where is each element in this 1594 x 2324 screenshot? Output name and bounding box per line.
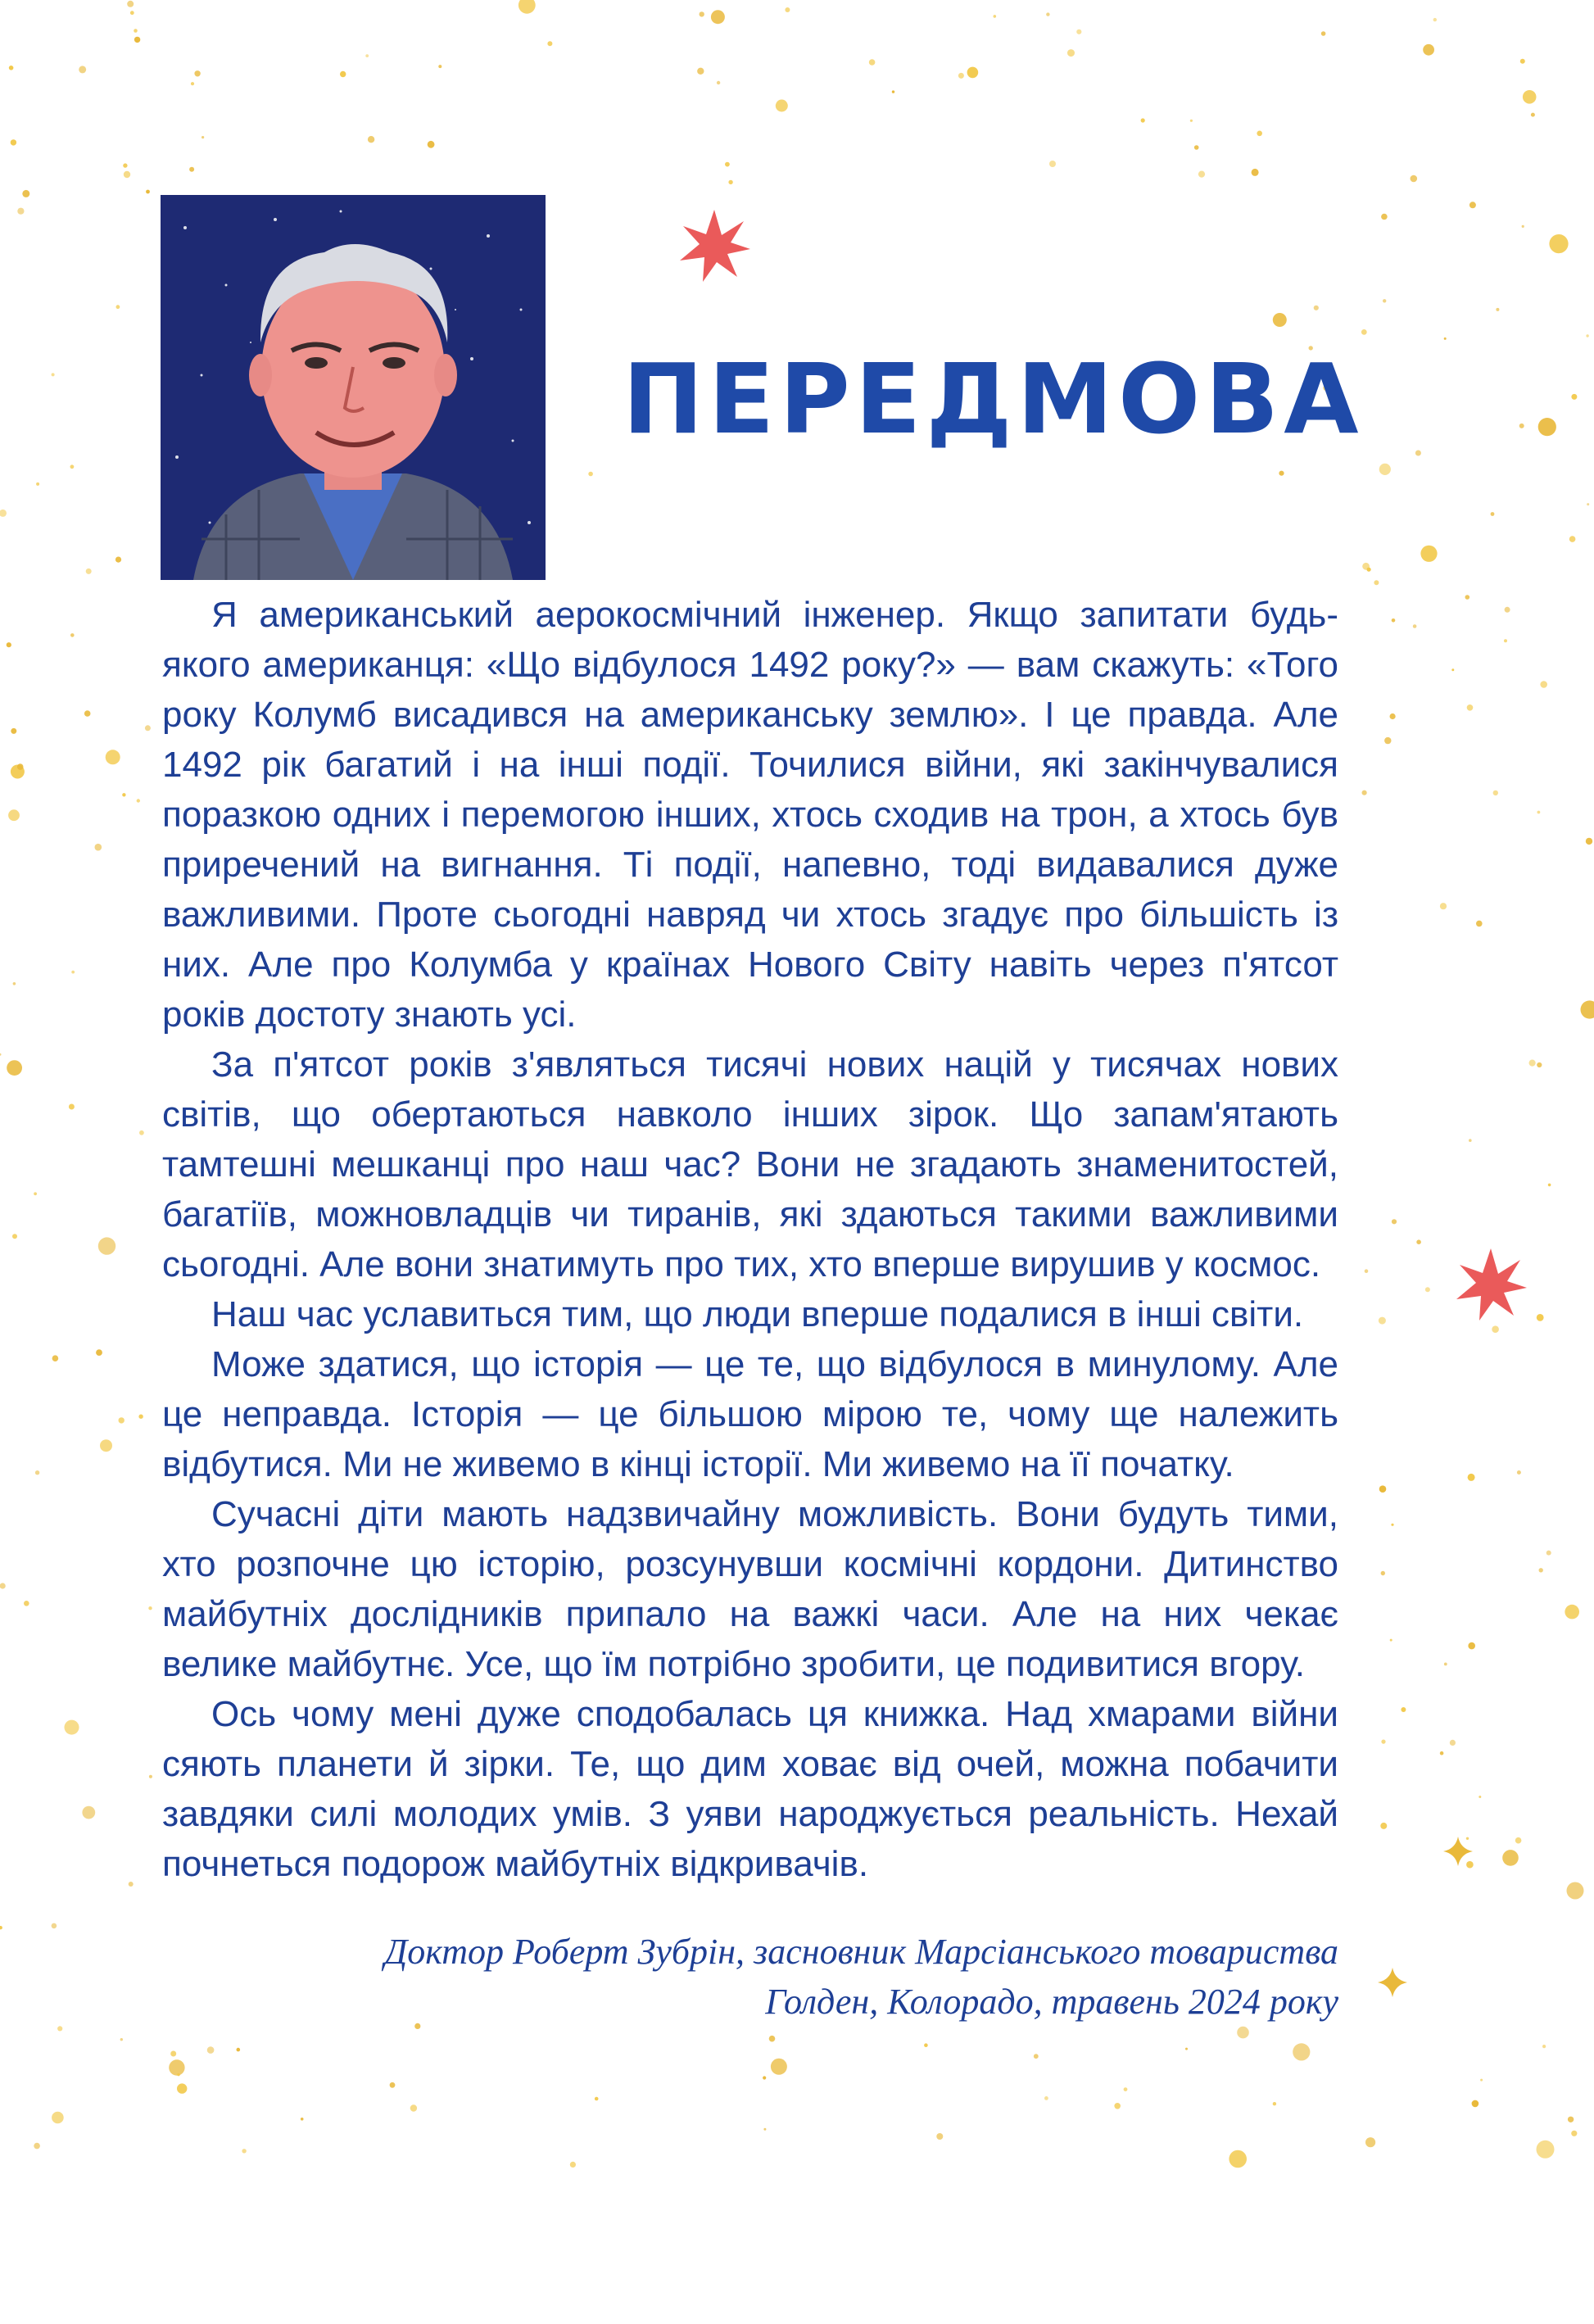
gold-sparkle-dot [994,15,997,18]
gold-sparkle-dot [301,2118,304,2121]
gold-sparkle-dot [7,642,11,647]
gold-sparkle-dot [519,0,536,14]
gold-sparkle-dot [763,2128,766,2131]
gold-sparkle-dot [1293,2043,1310,2060]
gold-sparkle-dot [1468,1474,1475,1481]
gold-sparkle-dot [1425,1287,1430,1292]
gold-sparkle-dot [1451,668,1454,671]
gold-sparkle-dot [1539,1568,1543,1572]
gold-sparkle-dot [1586,838,1592,845]
gold-sparkle-dot [146,190,150,194]
gold-sparkle-dot [70,633,75,637]
gold-sparkle-dot [116,305,120,309]
gold-sparkle-dot [0,1926,2,1929]
gold-sparkle-dot [9,66,14,70]
gold-sparkle-dot [52,2112,64,2124]
gold-sparkle-dot [1537,1062,1542,1067]
gold-sparkle-dot [1515,1837,1522,1844]
gold-sparkle-dot [1567,1882,1584,1900]
gold-sparkle-dot [1440,903,1447,909]
gold-sparkle-dot [1257,131,1262,137]
red-star-icon [680,210,750,282]
gold-sparkle-dot [177,2083,187,2093]
gold-sparkle-dot [1413,624,1417,628]
gold-sparkle-dot [57,2026,62,2031]
gold-sparkle-dot [1392,1219,1397,1224]
gold-sparkle-dot [1469,202,1476,208]
gold-sparkle-dot [1569,536,1576,542]
gold-sparkle-dot [34,1192,37,1195]
red-star-icon [1456,1248,1527,1321]
gold-sparkle-dot [1571,394,1577,400]
gold-sparkle-dot [134,37,140,43]
gold-sparkle-dot [1392,618,1396,623]
gold-sparkle-dot [1279,471,1284,476]
gold-sparkle-dot [1467,704,1474,711]
gold-sparkle-dot [595,2097,599,2101]
gold-sparkle-dot [711,10,725,24]
gold-sparkle-dot [1523,90,1537,104]
gold-sparkle-dot [1194,145,1199,150]
paragraph: Ось чому мені дуже сподобалась ця книжка. Над хмарами війни сяють планети й зірки. Те, що дим ховає від очей, можна побачити завдяки силі молодих умів. З уяви народжується реальність. Нехай почнеться подорож майбутніх відкривачів. [162,1694,1338,1884]
foreword-body [162,590,1338,1889]
signature-place-date: Голден, Колорадо, травень 2024 року [765,1982,1338,2022]
gold-sparkle-dot [1472,2100,1479,2108]
gold-sparkle-dot [52,1355,59,1361]
gold-sparkle-dot [11,728,16,734]
gold-sparkle-dot [98,1237,115,1254]
gold-sparkle-dot [120,2038,123,2041]
gold-sparkle-dot [428,141,435,148]
gold-sparkle-dot [129,1882,134,1887]
gold-sparkle-dot [1505,607,1510,613]
gold-sparkle-dot [967,67,979,79]
gold-sparkle-dot [1466,1837,1469,1840]
gold-sparkle-dot [100,1439,112,1452]
gold-sparkle-dot [7,1060,22,1076]
gold-sparkle-dot [12,1234,17,1239]
gold-sparkle-dot [1491,512,1495,516]
gold-sparkle-dot [1517,1470,1521,1475]
gold-sparkle-dot [771,2059,787,2075]
gold-sparkle-dot [1519,424,1524,428]
gold-sparkle-dot [189,167,194,172]
gold-sparkle-dot [1374,580,1379,585]
gold-sparkle-dot [1479,1796,1481,1798]
gold-sparkle-dot [1565,1605,1579,1620]
gold-sparkle-dot [924,2043,928,2047]
gold-sparkle-dot [237,2048,241,2052]
gold-sparkle-dot [0,1053,2,1056]
gold-sparkle-dot [242,2149,246,2153]
gold-sparkle-dot [1367,568,1371,572]
gold-sparkle-dot [1321,31,1326,36]
gold-sparkle-dot [1546,1551,1551,1556]
gold-sparkle-dot [1034,2054,1039,2059]
gold-sparkle-dot [1198,171,1205,178]
gold-sparkle-dot [134,29,138,33]
gold-sparkle-dot [130,11,134,15]
gold-sparkle-dot [1401,1707,1406,1712]
gold-sparkle-dot [869,59,876,66]
gold-sparkle-dot [1362,791,1367,795]
gold-sparkle-dot [170,2051,176,2057]
paragraph: За п'ятсот років з'являться тисячі нових націй у тисячах нових світів, що обертаються навколо інших зірок. Що запам'ятають тамтешні мешканці про наш час? Вони не згадають знаменитостей, багатіїв, можновладців чи тиранів, які здаються такими важливими сьогодні. Але вони знатимуть про тих, хто вперше вирушив у космос. [162,1044,1338,1284]
gold-sparkle-dot [1444,1663,1447,1666]
gold-sparkle-dot [717,81,720,84]
gold-sparkle-dot [1411,175,1418,183]
paragraph: Наш час уславиться тим, що люди вперше подалися в інші світи. [211,1294,1304,1334]
gold-sparkle-dot [1365,1269,1369,1273]
gold-sparkle-dot [368,136,374,143]
author-portrait [161,195,546,580]
gold-sparkle-dot [1444,338,1447,340]
gold-sparkle-dot [588,472,593,477]
gold-sparkle-dot [207,2046,215,2054]
gold-sparkle-dot [1229,2150,1247,2168]
gold-sparkle-dot [1273,313,1287,327]
gold-sparkle-dot [1571,2131,1577,2136]
gold-sparkle-dot [52,1923,57,1929]
gold-sparkle-dot [34,2143,40,2150]
gold-sparkle-dot [17,208,24,215]
gold-sparkle-dot [1520,59,1525,64]
gold-sparkle-dot [52,373,55,376]
gold-sparkle-dot [169,2059,184,2075]
gold-sparkle-dot [547,41,552,46]
gold-sparkle-dot [119,1417,125,1423]
gold-sparkle-dot [36,482,39,486]
gold-sparkle-dot [65,1720,79,1735]
gold-sparkle-dot [1537,2141,1555,2159]
gold-sparkle-dot [84,710,91,717]
gold-sparkle-dot [1365,2137,1375,2147]
gold-sparkle-dot [1476,921,1483,927]
gold-sparkle-dot [1522,225,1524,228]
gold-sparkle-dot [892,90,894,93]
gold-sparkle-dot [1273,2102,1276,2105]
gold-sparkle-dot [570,2162,576,2168]
gold-sparkle-dot [1492,1325,1499,1333]
gold-sparkle-dot [1529,1060,1536,1067]
gold-sparkle-dot [123,163,127,167]
gold-sparkle-dot [1538,418,1556,436]
gold-sparkle-dot [390,2082,396,2088]
gold-sparkle-dot [177,2073,179,2076]
gold-sparkle-dot [13,982,16,985]
gold-sparkle-dot [700,11,704,16]
gold-sparkle-dot [1423,44,1434,56]
gold-sparkle-dot [1379,1317,1386,1325]
gold-sparkle-dot [365,54,369,57]
gold-sparkle-icon [1378,1968,1407,1997]
page-title: ПЕРЕДМОВА [623,342,1364,455]
gold-sparkle-dot [340,71,346,77]
gold-sparkle-dot [1383,299,1386,302]
gold-sparkle-dot [70,464,75,469]
gold-sparkle-dot [1381,214,1388,220]
gold-sparkle-dot [1379,464,1391,475]
gold-sparkle-dot [96,1349,102,1356]
gold-sparkle-dot [1465,595,1470,600]
gold-sparkle-dot [1252,169,1259,176]
gold-sparkle-dot [1390,1639,1392,1642]
gold-sparkle-dot [17,763,24,770]
gold-sparkle-dot [1542,2045,1546,2048]
gold-sparkle-dot [127,1,134,7]
paragraph: Сучасні діти мають надзвичайну можливість. Вони будуть тими, хто розпочне цю історію, розсунувши космічні кордони. Дитинство майбутніх дослідників припало на важкі часи. Але на них чекає велике майбутнє. Усе, що їм потрібно зробити, це подивитися вгору. [162,1494,1338,1684]
gold-sparkle-dot [1468,1642,1475,1650]
gold-sparkle-dot [191,82,194,85]
signature-author: Доктор Роберт Зубрін, засновник Марсіанського товариства [384,1932,1338,1972]
gold-sparkle-dot [1361,329,1367,335]
gold-sparkle-dot [1502,1850,1519,1866]
gold-sparkle-dot [22,190,29,197]
gold-sparkle-dot [1067,49,1075,57]
gold-sparkle-dot [1504,639,1507,642]
gold-sparkle-dot [1420,546,1437,562]
gold-sparkle-dot [1537,1314,1544,1321]
gold-sparkle-dot [1540,681,1547,688]
gold-sparkle-dot [1141,118,1145,122]
gold-sparkle-dot [410,2104,417,2111]
gold-sparkle-dot [1391,1524,1393,1526]
gold-sparkle-dot [1587,503,1589,505]
gold-sparkle-dot [8,809,20,821]
gold-sparkle-dot [1586,334,1588,337]
gold-sparkle-dot [1549,234,1568,253]
gold-sparkle-dot [1390,714,1396,719]
gold-sparkle-dot [149,1775,152,1778]
gold-sparkle-dot [69,1104,75,1110]
gold-sparkle-dot [1237,2027,1249,2039]
gold-sparkle-dot [1548,1184,1551,1187]
gold-sparkle-dot [936,2133,943,2140]
gold-sparkle-dot [1466,1861,1474,1869]
gold-sparkle-dot [139,1130,144,1135]
gold-sparkle-dot [776,100,788,112]
gold-sparkle-dot [1496,308,1499,311]
gold-sparkle-dot [0,510,7,517]
gold-sparkle-dot [1493,791,1498,795]
gold-sparkle-dot [1114,2103,1121,2109]
gold-sparkle-dot [145,725,151,731]
gold-sparkle-dot [769,2036,776,2042]
gold-sparkle-dot [95,844,102,851]
gold-sparkle-dot [1380,1823,1387,1829]
gold-sparkle-dot [1381,1571,1385,1575]
gold-sparkle-dot [1384,737,1391,744]
gold-sparkle-dot [725,162,730,167]
gold-sparkle-dot [82,1806,95,1819]
gold-sparkle-dot [122,793,125,796]
gold-sparkle-dot [1480,2079,1483,2082]
gold-sparkle-dot [1416,1239,1421,1244]
gold-sparkle-dot [728,180,732,184]
gold-sparkle-dot [1537,811,1541,814]
gold-sparkle-dot [1381,1740,1385,1744]
gold-sparkle-dot [1314,306,1319,310]
gold-sparkle-dot [148,1606,152,1610]
gold-sparkle-dot [697,68,704,75]
gold-sparkle-dot [86,569,92,574]
gold-sparkle-dot [763,2076,766,2079]
gold-sparkle-dot [0,1583,6,1588]
gold-sparkle-dot [1469,1139,1472,1142]
gold-sparkle-dot [79,66,86,73]
gold-sparkle-dot [1046,12,1049,16]
gold-sparkle-dot [115,557,121,563]
gold-sparkle-dot [106,750,120,764]
gold-sparkle-dot [137,799,140,802]
gold-sparkle-dot [1450,1740,1456,1746]
gold-sparkle-dot [35,1470,39,1475]
gold-sparkle-dot [1568,2117,1574,2122]
gold-sparkle-dot [785,7,790,12]
gold-sparkle-dot [138,1415,143,1419]
paragraph: Може здатися, що історія — це те, що відбулося в минулому. Але це неправда. Історія — це більшою мірою те, чому ще належить відбутися. Ми не живемо в кінці історії. Ми живемо на її початку. [162,1344,1338,1484]
gold-sparkle-dot [1049,161,1056,167]
gold-sparkle-dot [71,971,75,974]
gold-sparkle-dot [194,70,200,76]
gold-sparkle-dot [958,73,964,79]
gold-sparkle-dot [1185,2048,1188,2050]
gold-sparkle-dot [24,1601,29,1606]
paragraph: Я американський аерокосмічний інженер. Якщо запитати будь-якого американця: «Що відбулося 1492 року?» — вам скажуть: «Того року Колумб висадився на американську землю». І це правда. Але 1492 рік багатий і на інші події. Точилися війни, які закінчувалися поразкою одних і перемогою інших, хтось сходив на трон, а хтось був приречений на вигнання. Ті події, напевно, тоді видавалися дуже важливими. Проте сьогодні навряд чи хтось згадує про більшість із них. Але про Колумба у країнах Нового Світу навіть через п'ятсот років достоту знають усі. [162,595,1338,1035]
signature-block [162,1927,1338,2027]
gold-sparkle-dot [1379,1485,1387,1493]
gold-sparkle-dot [202,136,204,138]
gold-sparkle-dot [1190,120,1193,122]
gold-sparkle-dot [1076,29,1081,34]
gold-sparkle-dot [438,65,442,68]
gold-sparkle-dot [1581,1000,1594,1018]
gold-sparkle-dot [1044,2096,1048,2100]
gold-sparkle-dot [1124,2087,1128,2091]
gold-sparkle-dot [1531,113,1535,117]
gold-sparkle-dot [11,139,16,145]
gold-sparkle-dot [1433,18,1437,21]
gold-sparkle-dot [1440,1751,1444,1755]
gold-sparkle-dot [124,171,130,178]
